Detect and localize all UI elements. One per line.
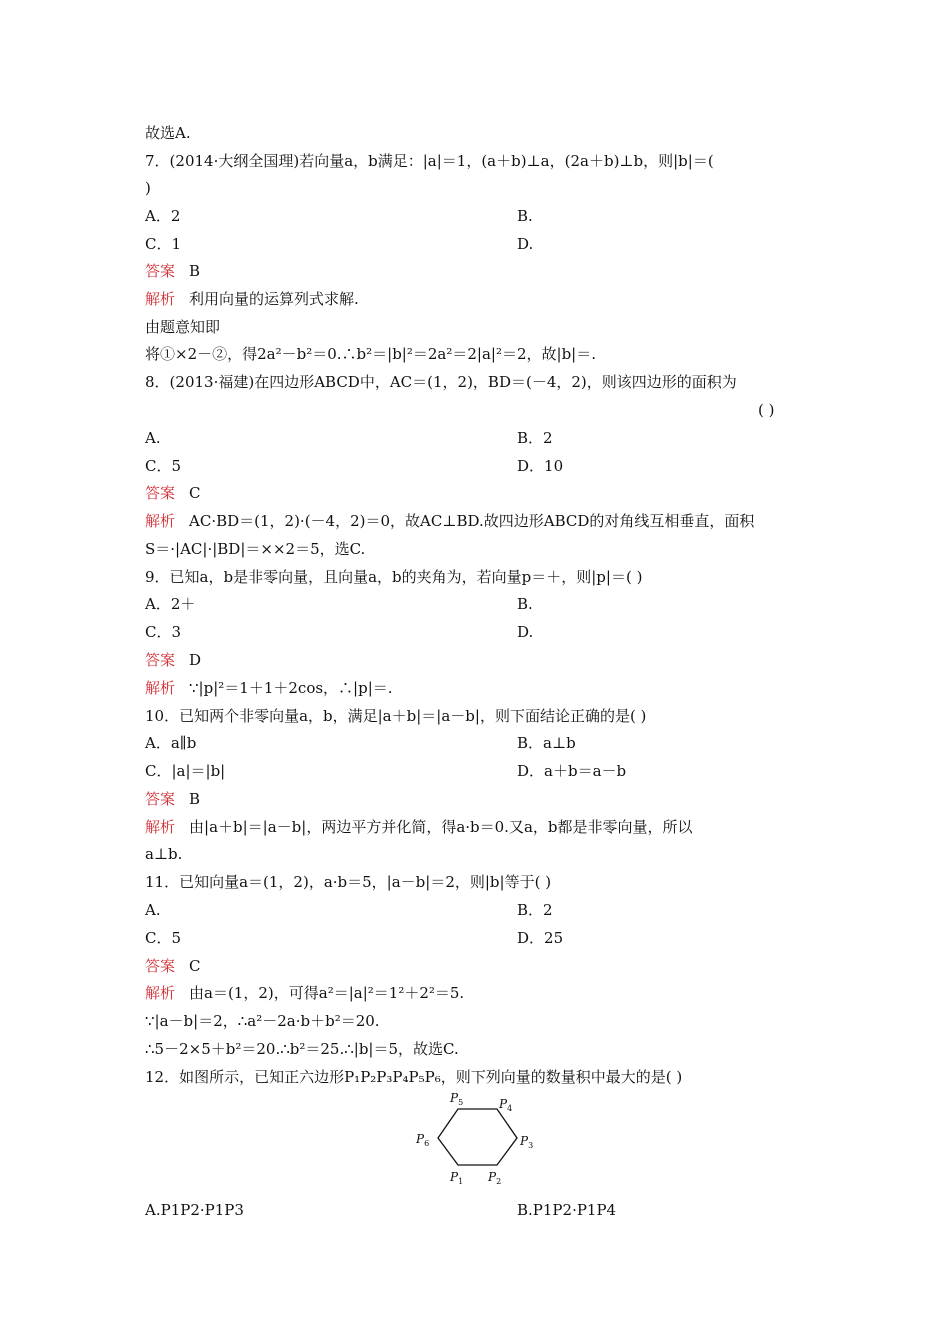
analysis-line — [145, 983, 464, 1003]
option-d: D．10 — [517, 457, 564, 475]
question-10: 10．已知两个非零向量a，b，满足|a＋b|＝|a－b|，则下面结论正确的是( ) — [145, 707, 647, 725]
analysis-tag: 解析 — [145, 984, 176, 1002]
analysis-line — [145, 678, 393, 698]
label-p3: $P_3$ — [520, 1134, 534, 1150]
option-a: A.P1P2·P1P3 — [145, 1201, 244, 1219]
analysis-tag: 解析 — [145, 818, 176, 836]
option-b: B. — [517, 595, 533, 613]
text-line: a⊥b. — [145, 845, 183, 863]
analysis-tag: 解析 — [145, 512, 176, 530]
text-line: ∵|a－b|＝2，∴a²－2a·b＋b²＝20. — [145, 1012, 380, 1030]
text-line: 将①×2－②，得2a²－b²＝0.∴b²＝|b|²＝2a²＝2|a|²＝2，故|b|＝. — [145, 345, 597, 363]
analysis-text: ∵|p|²＝1＋1＋2cos，∴|p|＝. — [189, 679, 393, 697]
analysis-text: 由|a＋b|＝|a－b|，两边平方并化简，得a·b＝0.又a，b都是非零向量，所以 — [189, 818, 693, 836]
answer-line — [145, 483, 201, 503]
option-a: A. — [145, 429, 161, 447]
question-9: 9．已知a，b是非零向量，且向量a，b的夹角为，若向量p＝＋，则|p|＝( ) — [145, 568, 643, 586]
answer-line — [145, 650, 201, 670]
option-d: D. — [517, 623, 534, 641]
answer-tag: 答案 — [145, 790, 176, 808]
option-a: A．2 — [145, 207, 181, 225]
label-p4: $P_4$ — [499, 1097, 513, 1113]
answer-line — [145, 956, 201, 976]
option-c: C．|a|＝|b| — [145, 762, 226, 780]
option-d: D．25 — [517, 929, 564, 947]
analysis-line — [145, 817, 693, 837]
answer-value: D — [189, 651, 202, 669]
option-b: B.P1P2·P1P4 — [517, 1201, 617, 1219]
analysis-text: 由a＝(1，2)，可得a²＝|a|²＝1²＋2²＝5. — [189, 984, 465, 1002]
option-a: A. — [145, 901, 161, 919]
question-7: 7．(2014·大纲全国理)若向量a，b满足：|a|＝1，(a＋b)⊥a，(2a＋b)⊥b，则|b|＝( — [145, 152, 714, 170]
analysis-tag: 解析 — [145, 290, 176, 308]
option-a: A．2＋ — [145, 595, 196, 613]
option-c: C．1 — [145, 235, 182, 253]
answer-line — [145, 789, 200, 809]
hexagon-shape — [438, 1109, 517, 1165]
question-8: 8．(2013·福建)在四边形ABCD中，AC＝(1，2)，BD＝(－4，2)，则该四边形的面积为 — [145, 373, 737, 391]
label-p5: $P_5$ — [450, 1091, 464, 1107]
hexagon-figure — [410, 1090, 540, 1190]
question-12: 12．如图所示，已知正六边形P₁P₂P₃P₄P₅P₆，则下列向量的数量积中最大的是( ) — [145, 1068, 683, 1086]
text-line: ∴5－2×5＋b²＝20.∴b²＝25.∴|b|＝5，故选C. — [145, 1040, 459, 1058]
option-c: C．5 — [145, 457, 182, 475]
answer-value: B — [189, 790, 201, 808]
answer-line — [145, 261, 200, 281]
answer-tag: 答案 — [145, 651, 176, 669]
option-d: D．a＋b＝a－b — [517, 762, 627, 780]
text-line: 故选A. — [145, 124, 191, 142]
label-p6: $P_6$ — [416, 1132, 430, 1148]
answer-tag: 答案 — [145, 484, 176, 502]
label-p2: $P_2$ — [488, 1170, 502, 1186]
option-b: B．a⊥b — [517, 734, 576, 752]
answer-tag: 答案 — [145, 957, 176, 975]
answer-value: C — [189, 484, 201, 502]
analysis-line — [145, 289, 359, 309]
option-b: B. — [517, 207, 533, 225]
option-b: B．2 — [517, 429, 553, 447]
analysis-text: 利用向量的运算列式求解. — [189, 290, 359, 308]
question-11: 11．已知向量a＝(1，2)，a·b＝5，|a－b|＝2，则|b|等于( ) — [145, 873, 552, 891]
option-c: C．3 — [145, 623, 182, 641]
analysis-line — [145, 511, 754, 531]
option-a: A．a∥b — [145, 734, 197, 752]
option-b: B．2 — [517, 901, 553, 919]
answer-paren: ( ) — [758, 401, 775, 419]
answer-tag: 答案 — [145, 262, 176, 280]
label-p1: $P_1$ — [450, 1170, 464, 1186]
text-line: ) — [145, 179, 151, 197]
text-line: 由题意知即 — [145, 318, 221, 336]
option-c: C．5 — [145, 929, 182, 947]
option-d: D. — [517, 235, 534, 253]
answer-value: B — [189, 262, 201, 280]
answer-value: C — [189, 957, 201, 975]
analysis-tag: 解析 — [145, 679, 176, 697]
text-line: S＝·|AC|·|BD|＝××2＝5，选C. — [145, 540, 366, 558]
analysis-text: AC·BD＝(1，2)·(－4，2)＝0，故AC⊥BD.故四边形ABCD的对角线互相垂直，面积 — [189, 512, 755, 530]
